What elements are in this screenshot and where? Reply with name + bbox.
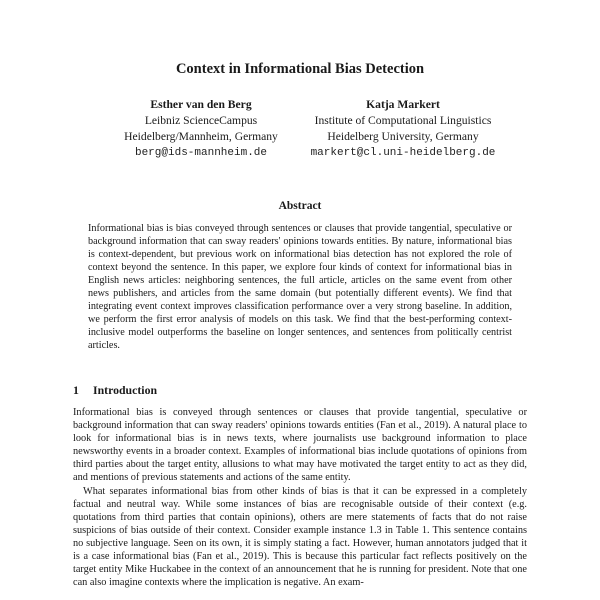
author-affiliation: Institute of Computational Linguistics xyxy=(314,114,492,127)
author-email: berg@ids-mannheim.de xyxy=(134,147,268,159)
author-block-1 xyxy=(96,97,306,161)
section-heading xyxy=(73,383,157,398)
section-number: 1 xyxy=(73,383,79,397)
author-email: markert@cl.uni-heidelberg.de xyxy=(310,147,496,159)
author-affiliation: Leibniz ScienceCampus xyxy=(144,114,258,127)
paragraph: Informational bias is conveyed through sentences or clauses that provide tangential, speculative or background information that can sway readers' opinions towards entities (Fan et al., 2019). A natural place to look for informational bias is in news texts, where journalists use background information to place newsworthy events in a broader context. Examples of informational bias include quotations of opinions from third parties about the target entity, allusions to what may have motivated the target entity to act as they did, and mentions of previous statements and actions of the same entity. xyxy=(73,407,527,484)
author-affiliation-location: Heidelberg University, Germany xyxy=(327,130,479,143)
author-block-2 xyxy=(293,97,513,161)
author-affiliation-location: Heidelberg/Mannheim, Germany xyxy=(124,130,278,143)
paper-title: Context in Informational Bias Detection xyxy=(175,61,425,77)
author-name: Esther van den Berg xyxy=(150,98,252,111)
paragraph: What separates informational bias from other kinds of bias is that it can be expressed in a completely factual and neutral way. While some instances of bias are recognisable outside of their context (e.g. quotations from third parties that contain opinions), others are mere statements of facts that do not raise suspicions of bias outside of their context. Consider example instance 1.3 in Table 1. This sentence contains no subjective language. Seen on its own, it is simply stating a fact. However, human annotators judged that it is a case informational bias (Fan et al., 2019). This is because this particular fact reflects positively on the target entity Mike Huckabee in the context of an announcement that he is running for president. Note that one can also imagine contexts where the implication is negative. An exam- xyxy=(73,485,527,589)
introduction-body xyxy=(73,406,527,589)
abstract-text: Informational bias is bias conveyed through sentences or clauses that provide tangential, speculative or background information that can sway readers' opinions towards entities. By nature, informational bias is context-dependent, but previous work on informational bias detection has not explored the role of context beyond the sentence. In this paper, we explore four kinds of context for informational bias in English news articles: neighboring sentences, the full article, articles on the same event from other news publishers, and articles from the same domain (but potentially different events). We find that integrating event context improves classification performance over a very strong baseline. In addition, we perform the first error analysis of models on this task. We find that the best-performing context-inclusive model outperforms the baseline on longer sentences, and sentences from politically centrist articles. xyxy=(88,223,512,351)
author-name: Katja Markert xyxy=(366,98,440,111)
section-title: Introduction xyxy=(93,383,158,397)
abstract-heading: Abstract xyxy=(278,200,322,212)
